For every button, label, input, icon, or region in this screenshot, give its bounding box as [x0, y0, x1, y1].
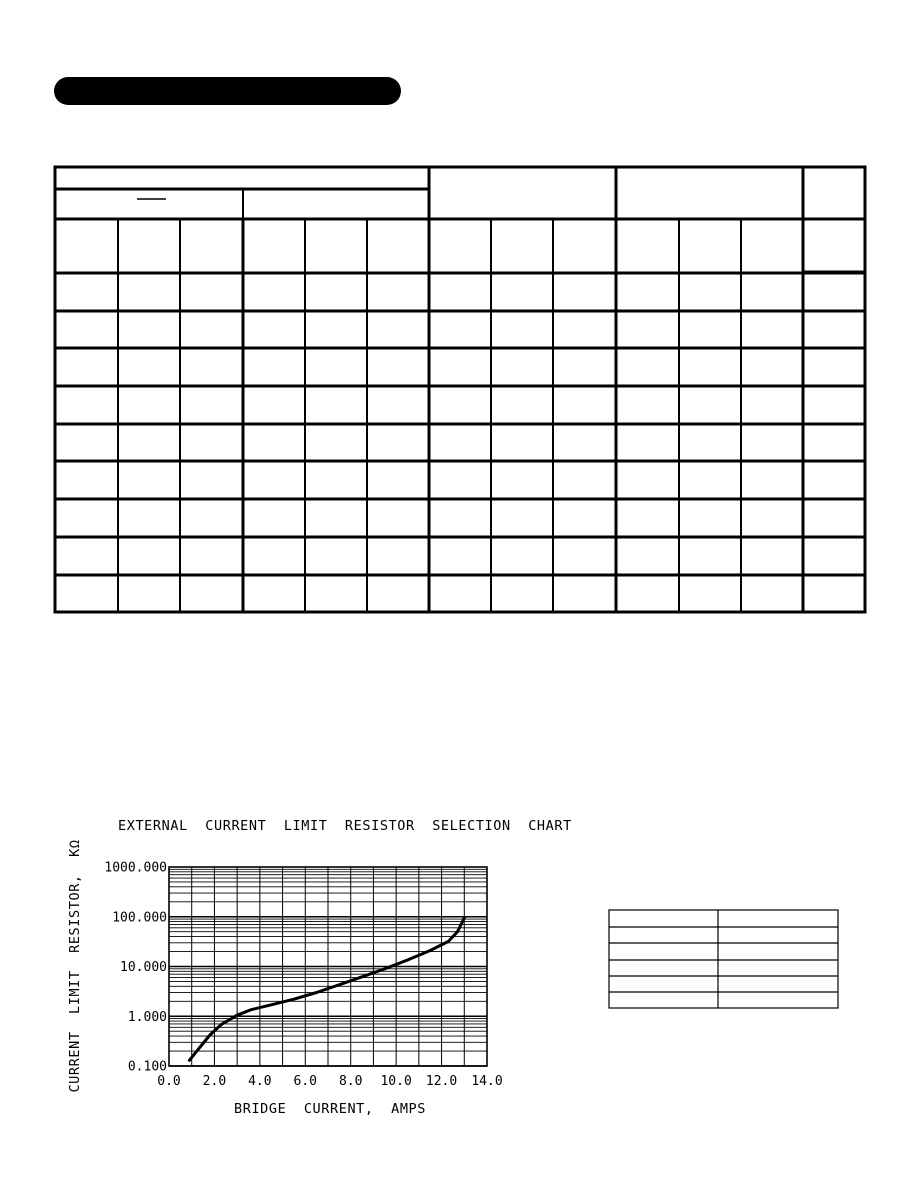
x-tick-label: 6.0 [293, 1074, 318, 1089]
x-tick-labels [157, 1074, 502, 1089]
x-tick-label: 12.0 [425, 1074, 458, 1089]
y-axis-title: CURRENT LIMIT RESISTOR, KΩ [67, 839, 83, 1093]
x-tick-label: 8.0 [338, 1074, 363, 1089]
x-tick-label: 0.0 [157, 1074, 181, 1089]
y-tick-label: 1000.000 [104, 860, 167, 876]
chart-title: EXTERNAL CURRENT LIMIT RESISTOR SELECTION CHART [118, 818, 572, 834]
y-tick-label: 1.000 [127, 1009, 167, 1025]
chart-grid [169, 867, 487, 1066]
y-tick-label: 10.000 [120, 960, 167, 975]
x-tick-label: 4.0 [248, 1074, 272, 1089]
x-axis-title: BRIDGE CURRENT, AMPS [234, 1101, 427, 1117]
series-line-resistor [189, 918, 464, 1060]
x-tick-label: 14.0 [471, 1074, 503, 1089]
y-tick-label: 0.100 [127, 1059, 167, 1075]
y-tick-label: 100.000 [112, 910, 167, 926]
x-tick-label: 2.0 [202, 1074, 227, 1089]
y-tick-labels [104, 861, 167, 1075]
x-tick-label: 10.0 [380, 1074, 412, 1089]
